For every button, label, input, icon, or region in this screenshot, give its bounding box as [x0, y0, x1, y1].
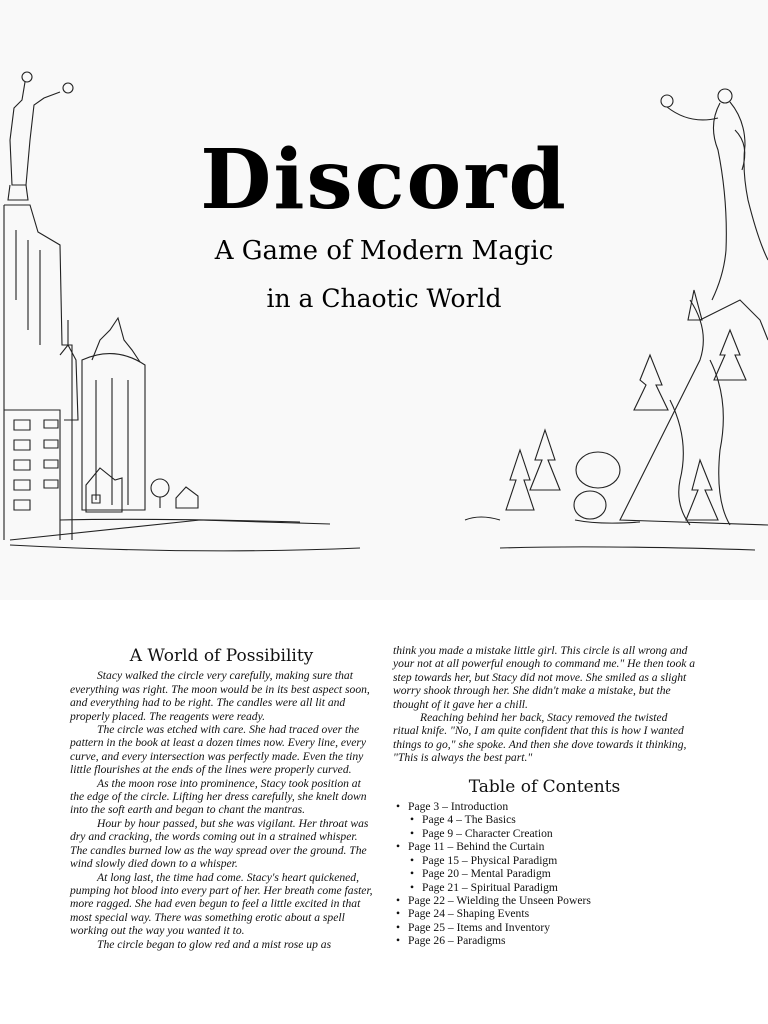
story-paragraph: Reaching behind her back, Stacy removed the twisted ritual knife. "No, I am quite confident that this is how I wanted things to go," she spoke. And then she dove towards it thinking, "This is always the best part.": [393, 711, 687, 765]
houses: [86, 468, 198, 512]
story-paragraph: As the moon rose into prominence, Stacy took position at the edge of the circle. Lifting her dress carefully, she knelt down into the soft earth and began to chant the mantras.: [70, 776, 367, 817]
ground: [10, 517, 755, 551]
toc-item: • Page 22 – Wielding the Unseen Powers: [393, 894, 696, 907]
cover-title: Discord: [200, 132, 568, 228]
toc-item: • Page 26 – Paradigms: [393, 934, 696, 947]
toc-item: • Page 25 – Items and Inventory: [393, 921, 696, 934]
skyscraper: [82, 318, 145, 510]
cliff: [506, 290, 768, 525]
toc-item: • Page 15 – Physical Paradigm: [393, 854, 696, 867]
story-paragraph: Stacy walked the circle very carefully, making sure that everything was right. The moon would be in its best aspect soon, and everything had to be right. The candles were all lit and properly placed. The reagents were ready.: [70, 669, 370, 723]
left-column: [70, 646, 373, 951]
toc-item: • Page 21 – Spiritual Paradigm: [393, 881, 696, 894]
story-paragraph: The circle was etched with care. She had traced over the pattern in the book at least a dozen times now. Every line, every curve, and every intersection was perfectly made. Even the tiny little flourishes at the ends of the lines were properly curved.: [70, 723, 366, 777]
toc-item: • Page 4 – The Basics: [393, 813, 696, 826]
toc-item: • Page 9 – Character Creation: [393, 827, 696, 840]
story-paragraph: Hour by hour passed, but she was vigilant. Her throat was dry and cracking, the words coming out in a strained whisper. The candles burned low as the way spread over the ground. The wind slowly died down to a whisper.: [70, 816, 369, 871]
toc-item: • Page 11 – Behind the Curtain: [393, 840, 696, 853]
toc-item: • Page 20 – Mental Paradigm: [393, 867, 696, 880]
table-of-contents: [393, 800, 696, 947]
right-column: [393, 644, 696, 948]
cover-subtitle-line-1: A Game of Modern Magic: [214, 236, 554, 266]
story-continuation: think you made a mistake little girl. This circle is all wrong and your not at all powerful enough to command me." He then took a step towards her, but Stacy did not move. She smiled as a slight worry shook through her. She didn't make a mistake, but the thought of it gave her a chill.: [393, 644, 696, 711]
story-heading: A World of Possibility: [129, 646, 314, 666]
toc-item: • Page 24 – Shaping Events: [393, 907, 696, 920]
story-paragraph: The circle began to glow red and a mist rose up as: [97, 937, 332, 951]
toc-item: • Page 3 – Introduction: [393, 800, 696, 813]
story-page: [0, 600, 768, 1024]
story-paragraph: At long last, the time had come. Stacy's heart quickened, pumping hot blood into every part of her. Her breath come faster, more ragged. She had even begun to feel a little excited in that most special way. There was something erotic about a spell working out the way you wanted it to.: [70, 870, 373, 938]
cover-subtitle-line-2: in a Chaotic World: [266, 284, 502, 313]
toc-heading: Table of Contents: [468, 776, 621, 797]
